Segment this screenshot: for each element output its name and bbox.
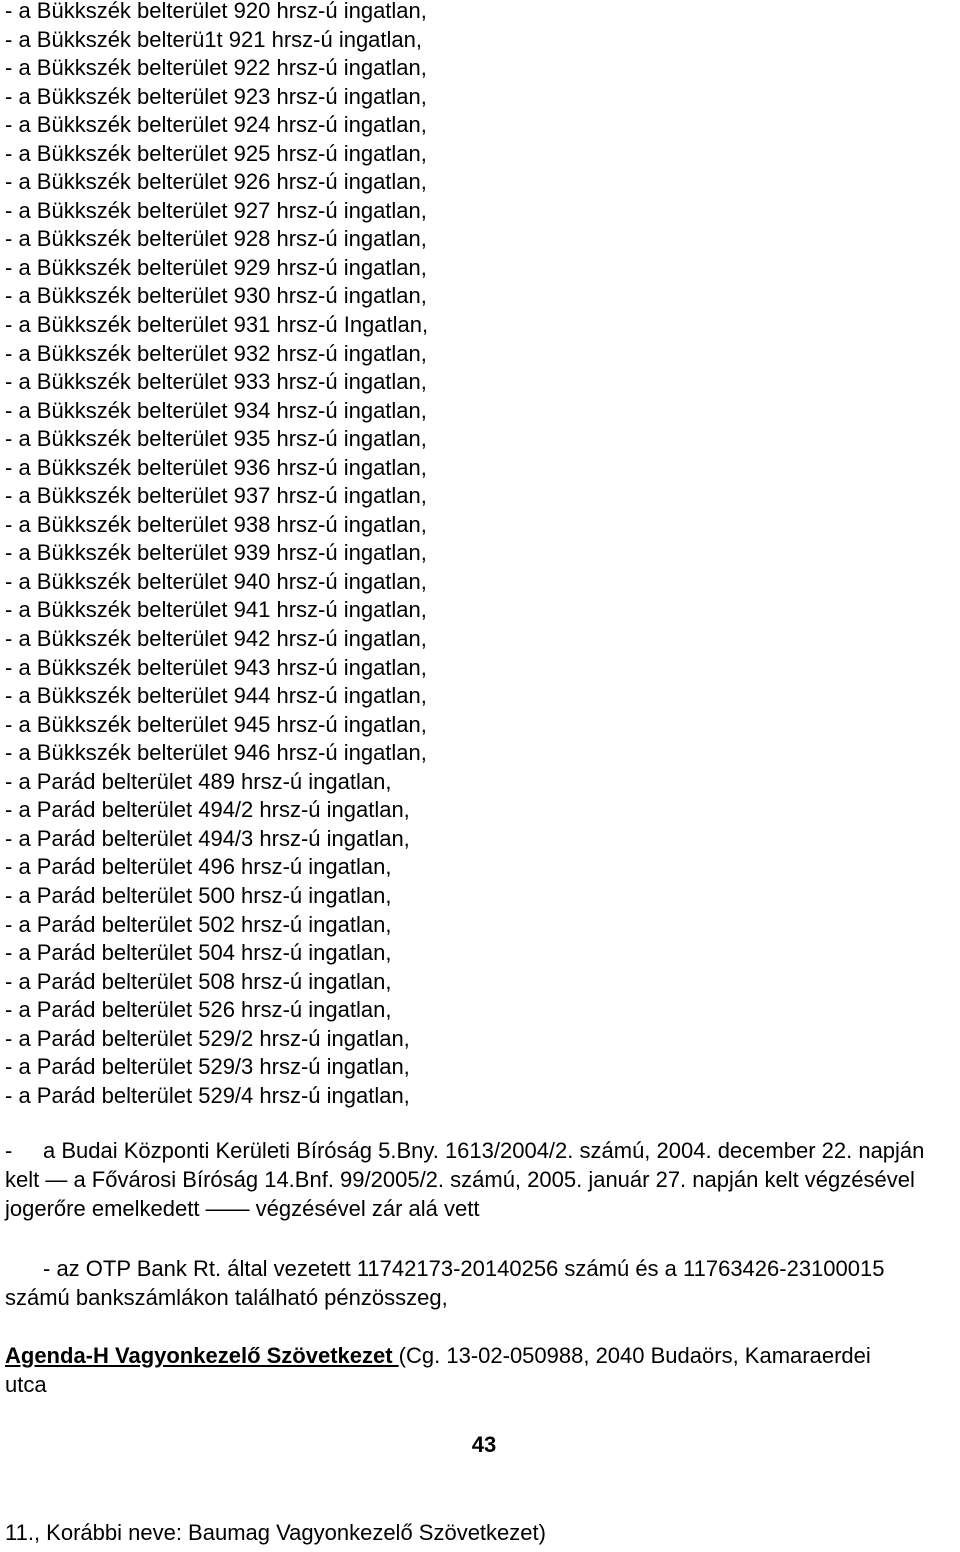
property-item: - a Bükkszék belterület 924 hrsz-ú ingatlan,	[5, 112, 427, 138]
property-item: - a Parád belterület 489 hrsz-ú ingatlan,	[5, 768, 392, 794]
property-item: - a Bükkszék belterület 926 hrsz-ú ingatlan,	[5, 169, 427, 195]
property-item: - a Parád belterület 496 hrsz-ú ingatlan,	[5, 854, 392, 880]
property-item: - a Bükkszék belterület 941 hrsz-ú ingatlan,	[5, 597, 427, 623]
property-item: - a Parád belterület 529/3 hrsz-ú ingatlan,	[5, 1054, 410, 1080]
property-item: - a Bükkszék belterület 945 hrsz-ú ingatlan,	[5, 711, 427, 737]
bank-account-text: - az OTP Bank Rt. által vezetett 11742173-20140256 számú és a 11763426-23100015 számú bankszámlákon található pénzösszeg,	[5, 1256, 885, 1310]
continuation-text: 11., Korábbi neve: Baumag Vagyonkezelő Szövetkezet)	[5, 1520, 546, 1545]
property-item: - a Bükkszék belterület 930 hrsz-ú ingatlan,	[5, 283, 427, 309]
property-item: - a Bükkszék belterület 922 hrsz-ú ingatlan,	[5, 55, 427, 81]
property-item: - a Bükkszék belterület 936 hrsz-ú ingatlan,	[5, 454, 427, 480]
company-paragraph	[5, 1341, 905, 1399]
property-item: - a Bükkszék belterület 920 hrsz-ú ingatlan,	[5, 0, 427, 23]
property-item: - a Parád belterület 526 hrsz-ú ingatlan,	[5, 997, 392, 1023]
court-order-text: a Budai Központi Kerületi Bíróság 5.Bny. 1613/2004/2. számú, 2004. december 22. napján kelt — a Fővárosi Bíróság 14.Bnf. 99/2005/2. számú, 2005. január 27. napján kelt végzésével jogerőre emelkedett —— végzésével zár alá vett	[5, 1138, 925, 1221]
property-item: - a Parád belterület 494/3 hrsz-ú ingatlan,	[5, 825, 410, 851]
court-order-paragraph	[5, 1136, 960, 1223]
property-item: - a Bükkszék belterület 940 hrsz-ú ingatlan,	[5, 568, 427, 594]
property-item: - a Bükkszék belterület 923 hrsz-ú ingatlan,	[5, 83, 427, 109]
property-item: - a Bükkszék belterület 933 hrsz-ú ingatlan,	[5, 369, 427, 395]
property-item: - a Bükkszék belterület 931 hrsz-ú Ingatlan,	[5, 312, 429, 338]
property-item: - a Bükkszék belterület 946 hrsz-ú ingatlan,	[5, 740, 427, 766]
bank-account-paragraph	[5, 1254, 905, 1312]
property-item: - a Parád belterület 529/2 hrsz-ú ingatlan,	[5, 1025, 410, 1051]
property-item: - a Bükkszék belterület 934 hrsz-ú ingatlan,	[5, 397, 427, 423]
property-item: - a Bükkszék belterület 944 hrsz-ú ingatlan,	[5, 683, 427, 709]
property-item: - a Parád belterület 529/4 hrsz-ú ingatlan,	[5, 1082, 410, 1108]
property-item: - a Bükkszék belterület 938 hrsz-ú ingatlan,	[5, 511, 427, 537]
property-item: - a Bükkszék belterület 929 hrsz-ú ingatlan,	[5, 254, 427, 280]
property-item: - a Parád belterület 504 hrsz-ú ingatlan,	[5, 940, 392, 966]
property-item: - a Bükkszék belterület 925 hrsz-ú ingatlan,	[5, 140, 427, 166]
property-item: - a Bükkszék belterület 927 hrsz-ú ingatlan,	[5, 197, 427, 223]
property-item: - a Bükkszék belterület 937 hrsz-ú ingatlan,	[5, 483, 427, 509]
page-number: 43	[471, 1432, 497, 1457]
property-item: - a Bükkszék belterület 943 hrsz-ú ingatlan,	[5, 654, 427, 680]
property-item: - a Bükkszék belterület 935 hrsz-ú ingatlan,	[5, 426, 427, 452]
property-item: - a Bükkszék belterület 928 hrsz-ú ingatlan,	[5, 226, 427, 252]
company-name: Agenda-H Vagyonkezelő Szövetkezet	[5, 1343, 399, 1368]
property-item: - a Bükkszék belterület 939 hrsz-ú ingatlan,	[5, 540, 427, 566]
property-item: - a Parád belterület 500 hrsz-ú ingatlan,	[5, 882, 392, 908]
property-item: - a Parád belterület 494/2 hrsz-ú ingatlan,	[5, 797, 410, 823]
court-dash: -	[5, 1138, 13, 1163]
property-item: - a Parád belterület 508 hrsz-ú ingatlan,	[5, 968, 392, 994]
property-list	[5, 0, 428, 1110]
property-item: - a Bükkszék belterület 932 hrsz-ú ingatlan,	[5, 340, 427, 366]
property-item: - a Parád belterület 502 hrsz-ú ingatlan,	[5, 911, 392, 937]
property-item: - a Bükkszék belterü1t 921 hrsz-ú ingatlan,	[5, 26, 423, 52]
property-item: - a Bükkszék belterület 942 hrsz-ú ingatlan,	[5, 626, 427, 652]
company-details: (Cg. 13-02-050988, 2040 Budaörs, Kamaraerdei utca	[5, 1343, 871, 1397]
